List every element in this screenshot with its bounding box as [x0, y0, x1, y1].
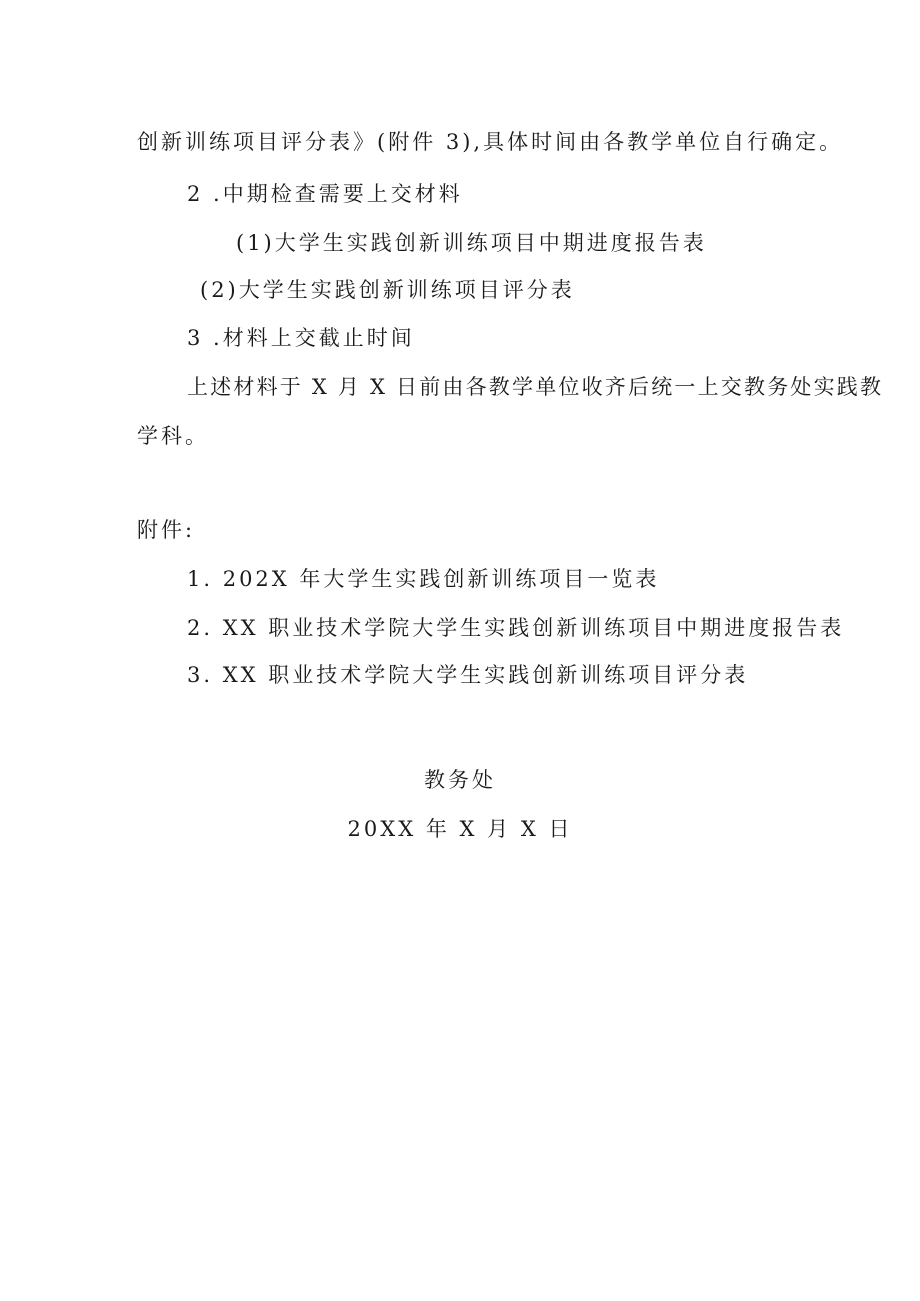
attachment-item-3: 3. XX 职业技术学院大学生实践创新训练项目评分表: [187, 663, 749, 687]
attachment-item-2: 2. XX 职业技术学院大学生实践创新训练项目中期进度报告表: [187, 616, 845, 640]
deadline-text-line-2: 学科。: [137, 424, 209, 448]
material-item-score-sheet: (2)大学生实践创新训练项目评分表: [200, 278, 575, 302]
section-heading-midterm-materials: 2 .中期检查需要上交材料: [187, 182, 463, 206]
signature-issuer: 教务处: [424, 768, 496, 792]
deadline-text-line-1: 上述材料于 X 月 X 日前由各教学单位收齐后统一上交教务处实践教: [187, 375, 884, 399]
signature-date: 20XX 年 X 月 X 日: [347, 817, 573, 841]
attachments-label: 附件:: [137, 518, 196, 542]
material-item-progress-report: (1)大学生实践创新训练项目中期进度报告表: [236, 231, 707, 255]
body-line-continuation: 创新训练项目评分表》(附件 3),具体时间由各教学单位自行确定。: [137, 130, 844, 154]
section-heading-deadline: 3 .材料上交截止时间: [187, 326, 415, 350]
attachment-item-1: 1. 202X 年大学生实践创新训练项目一览表: [187, 567, 660, 591]
